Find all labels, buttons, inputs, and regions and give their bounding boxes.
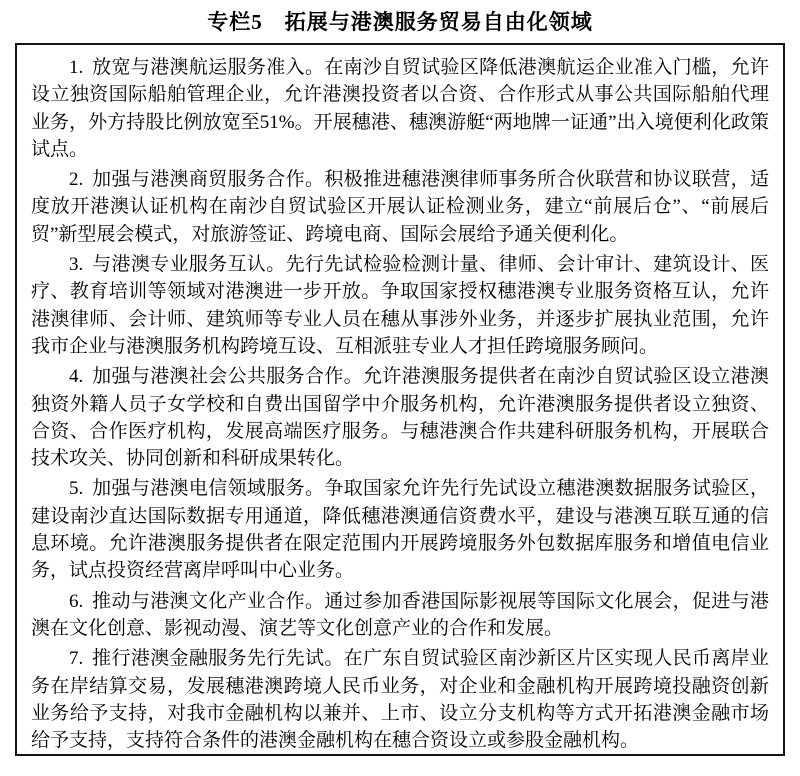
paragraph-3 [31, 251, 769, 360]
paragraph-5-text: 加强与港澳电信领域服务。争取国家允许先行先试设立穗港澳数据服务试验区，建设南沙直达国际数据专用通道，降低穗港澳通信资费水平，建设与港澳互联互通的信息环境。允许港澳服务提供者在限定范围内开展跨境服务外包数据库服务和增值电信业务，试点投资经营离岸呼叫中心业务。 [31, 478, 769, 582]
paragraph-2 [31, 166, 769, 248]
paragraph-5 [31, 475, 769, 584]
paragraph-7 [31, 645, 769, 754]
paragraph-6 [31, 588, 769, 643]
paragraph-4-text: 加强与港澳社会公共服务合作。允许港澳服务提供者在南沙自贸试验区设立港澳独资外籍人员子女学校和自费出国留学中介服务机构，允许港澳服务提供者设立独资、合资、合作医疗机构，发展高端医疗服务。与穗港澳合作共建科研服务机构，开展联合技术攻关、协同创新和科研成果转化。 [31, 366, 769, 470]
paragraph-3-number: 3. [69, 254, 84, 276]
paragraph-3-text: 与港澳专业服务互认。先行先试检验检测计量、律师、会计审计、建筑设计、医疗、教育培训等领域对港澳进一步开放。争取国家授权穗港澳专业服务资格互认，允许港澳律师、会计师、建筑师等专业人员在穗从事涉外业务，并逐步扩展执业范围，允许我市企业与港澳服务机构跨境互设、互相派驻专业人才担任跨境服务顾问。 [31, 254, 769, 357]
column-box [15, 43, 785, 756]
paragraph-4 [31, 363, 769, 472]
paragraph-7-text: 推行港澳金融服务先行先试。在广东自贸试验区南沙新区片区实现人民币离岸业务在岸结算交易，发展穗港澳跨境人民币业务，对企业和金融机构开展跨境投融资创新业务给予支持，对我市金融机构以兼并、上市、设立分支机构等方式开拓港澳金融市场给予支持，支持符合条件的港澳金融机构在穗合资设立或参股金融机构。 [31, 648, 769, 752]
paragraph-6-text: 推动与港澳文化产业合作。通过参加香港国际影视展等国际文化展会，促进与港澳在文化创意、影视动漫、演艺等文化创意产业的合作和发展。 [31, 590, 769, 639]
paragraph-1-text: 放宽与港澳航运服务准入。在南沙自贸试验区降低港澳航运企业准入门槛，允许设立独资国际船舶管理企业，允许港澳投资者以合资、合作形式从事公共国际船舶代理业务，外方持股比例放宽至51%。开展穗港、穗澳游艇“两地牌一证通”出入境便利化政策试点。 [31, 57, 769, 160]
page-title: 专栏5 拓展与港澳服务贸易自由化领域 [207, 10, 593, 34]
paragraph-4-number: 4. [69, 366, 84, 388]
paragraph-5-number: 5. [69, 478, 84, 500]
paragraph-2-text: 加强与港澳商贸服务合作。积极推进穗港澳律师事务所合伙联营和协议联营，适度放开港澳认证机构在南沙自贸试验区开展认证检测业务，建立“前展后仓”、“前展后贸”新型展会模式，对旅游签证、跨境电商、国际会展给予通关便利化。 [31, 169, 769, 245]
paragraph-6-number: 6. [69, 590, 84, 612]
paragraph-1 [31, 54, 769, 163]
paragraph-7-number: 7. [69, 648, 84, 670]
paragraph-1-number: 1. [69, 57, 84, 78]
paragraph-2-number: 2. [69, 169, 84, 191]
